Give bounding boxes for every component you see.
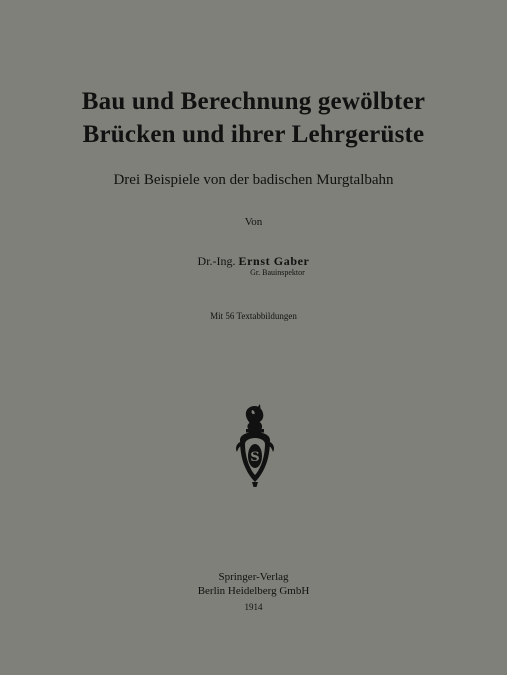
author-line (0, 254, 507, 269)
book-subtitle: Drei Beispiele von der badischen Murgtalbahn (113, 172, 394, 188)
publication-year: 1914 (244, 602, 263, 612)
figures-note: Mit 56 Textabbildungen (210, 311, 297, 321)
springer-knight-logo-icon (233, 402, 277, 488)
author-position: Gr. Bauinspektor (250, 268, 305, 277)
publisher-name: Springer-Verlag (218, 571, 289, 583)
book-title-line-2: Brücken und ihrer Lehrgerüste (82, 121, 425, 148)
byline: Von (244, 216, 263, 228)
author-prefix: Dr.-Ing. (197, 254, 236, 268)
logo-letter: S (250, 450, 260, 465)
author-name: Ernst Gaber (238, 254, 310, 268)
book-title-line-1: Bau und Berechnung gewölbter (81, 88, 426, 115)
publisher-location: Berlin Heidelberg GmbH (197, 585, 310, 597)
